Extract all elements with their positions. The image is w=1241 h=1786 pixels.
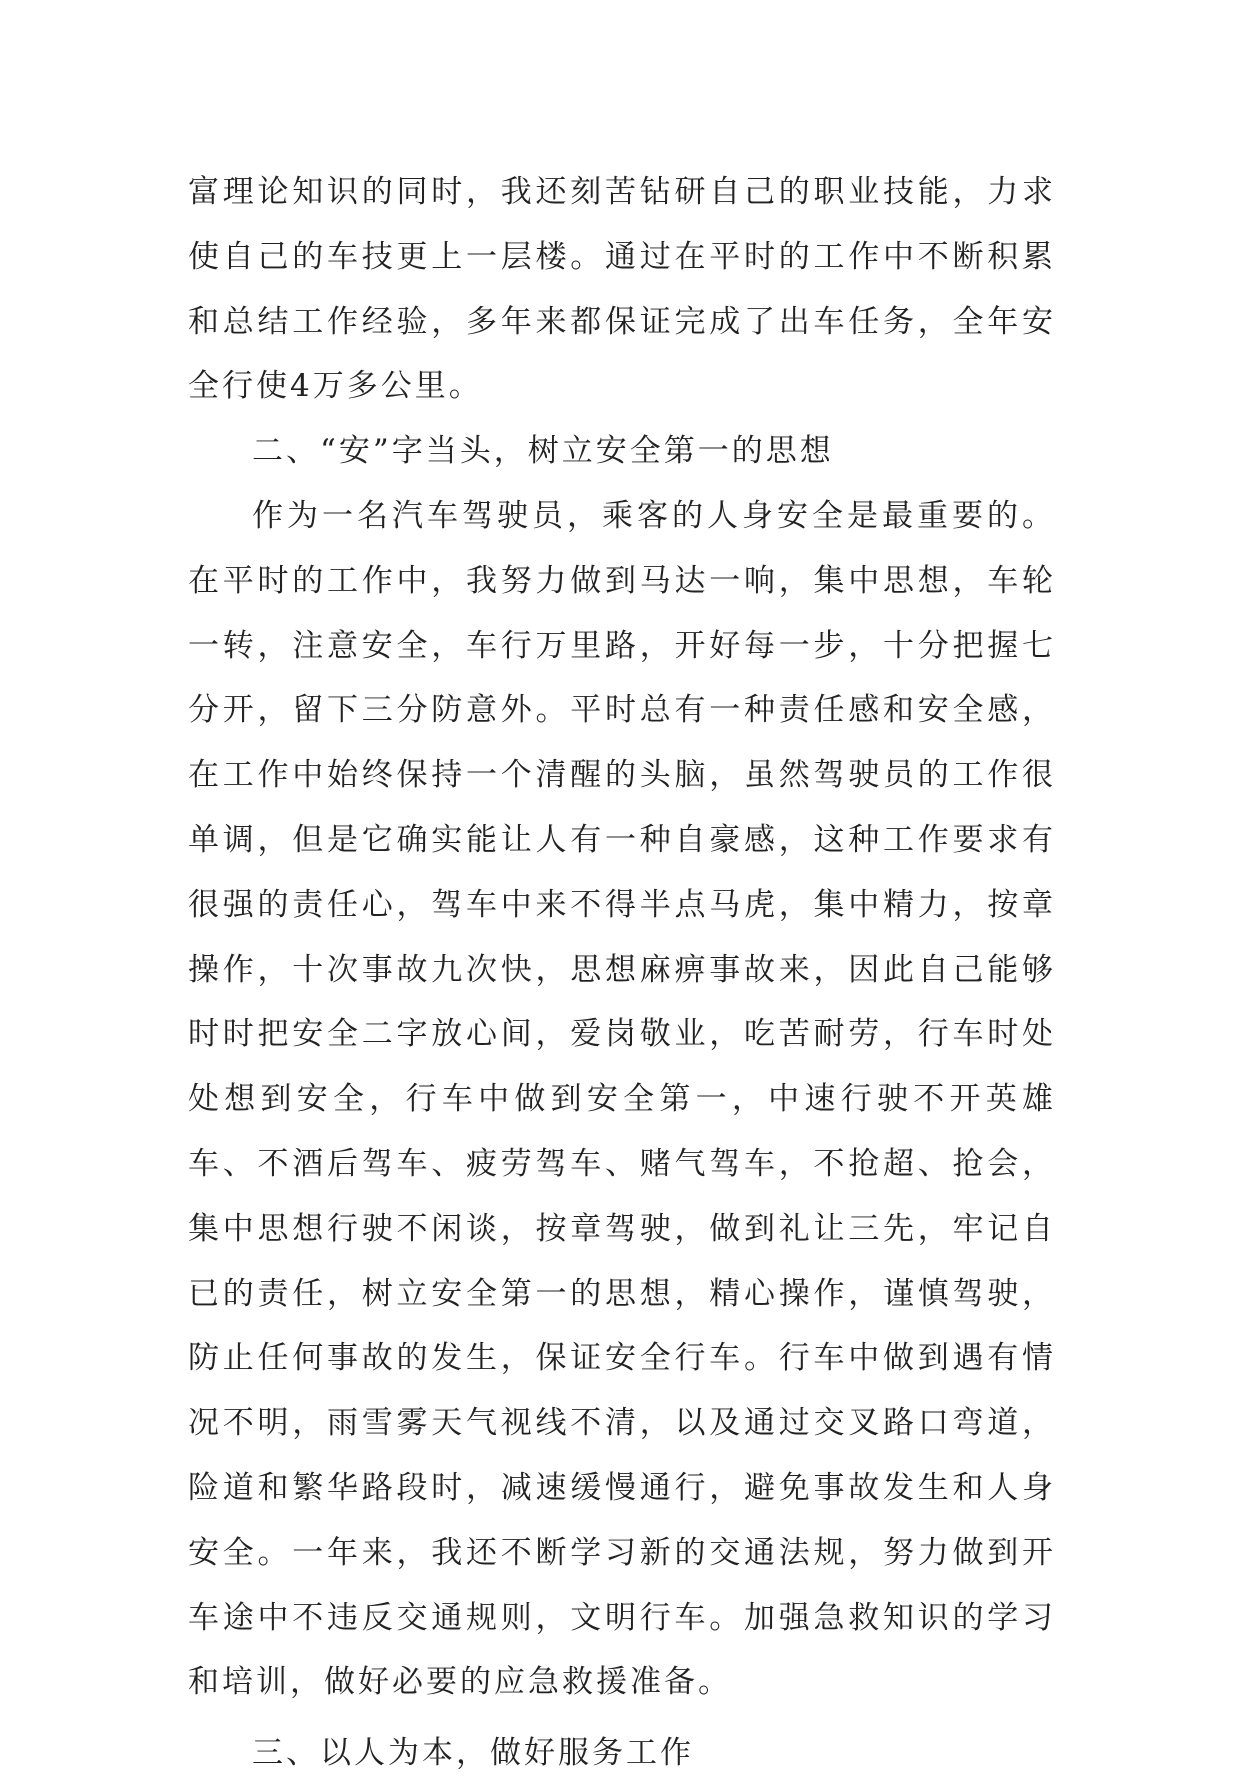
document-body bbox=[188, 160, 1056, 1786]
paragraph-continuation: 富理论知识的同时，我还刻苦钻研自己的职业技能，力求使自己的车技更上一层楼。通过在平时的工作中不断积累和总结工作经验，多年来都保证完成了出车任务，全年安全行使4万多公里。 bbox=[188, 174, 1056, 405]
section-heading-safety-first: 二、“安”字当头，树立安全第一的思想 bbox=[252, 433, 834, 470]
paragraph-safety-driving: 作为一名汽车驾驶员，乘客的人身安全是最重要的。在平时的工作中，我努力做到马达一响，集中思想，车轮一转，注意安全，车行万里路，开好每一步，十分把握七分开，留下三分防意外。平时总有一种责任感和安全感，在工作中始终保持一个清醒的头脑，虽然驾驶员的工作很单调，但是它确实能让人有一种自豪感，这种工作要求有很强的责任心，驾车中来不得半点马虎，集中精力，按章操作，十次事故九次快，思想麻痹事故来，因此自己能够时时把安全二字放心间，爱岗敬业，吃苦耐劳，行车时处处想到安全，行车中做到安全第一，中速行驶不开英雄车、不酒后驾车、疲劳驾车、赌气驾车，不抢超、抢会，集中思想行驶不闲谈，按章驾驶，做到礼让三先，牢记自已的责任，树立安全第一的思想，精心操作，谨慎驾驶，防止任何事故的发生，保证安全行车。行车中做到遇有情况不明，雨雪雾天气视线不清，以及通过交叉路口弯道，险道和繁华路段时，减速缓慢通行，避免事故发生和人身安全。一年来，我还不断学习新的交通法规，努力做到开车途中不违反交通规则，文明行车。加强急救知识的学习和培训，做好必要的应急救援准备。 bbox=[188, 497, 1056, 1701]
section-heading-service-work: 三、以人为本，做好服务工作 bbox=[252, 1735, 694, 1772]
